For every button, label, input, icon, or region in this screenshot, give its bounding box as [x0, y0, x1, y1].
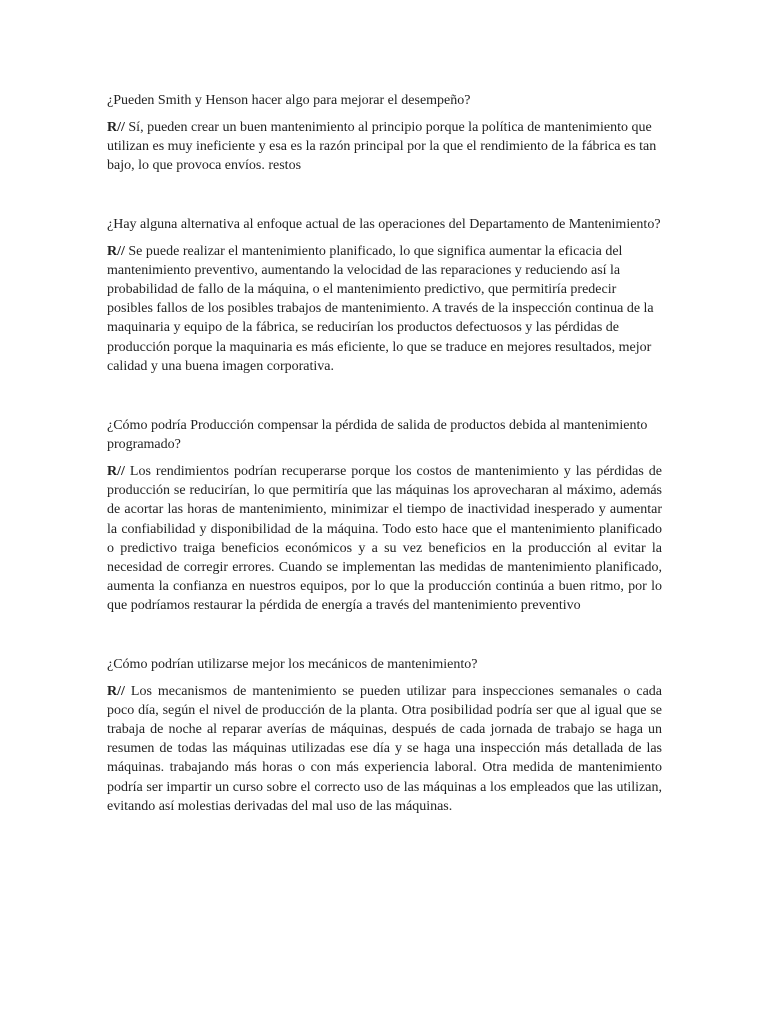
qa-block-4 — [107, 655, 662, 816]
question-3: ¿Cómo podría Producción compensar la pérdida de salida de productos debida al mantenimiento programado? — [107, 418, 648, 453]
answer-prefix: R// — [107, 120, 125, 135]
answer-text: Los mecanismos de mantenimiento se pueden utilizar para inspecciones semanales o cada poco día, según el nivel de producción de la planta. Otra posibilidad podría ser que al igual que se trabaja de noche al reparar averías de máquinas, después de cada jornada de trabajo se haga un resumen de todas las máquinas utilizadas ese día y se haga una inspección más detallada de las máquinas. trabajando más horas o con más experiencia laboral. Otra medida de mantenimiento podría ser impartir un curso sobre el correcto uso de las máquinas a los empleados que las utilizan, evitando así molestias derivadas del mal uso de las máquinas. — [107, 683, 662, 814]
answer-text: Se puede realizar el mantenimiento planificado, lo que significa aumentar la eficacia del mantenimiento preventivo, aumentando la velocidad de las reparaciones y reduciendo así la probabilidad de fallo de la máquina, o el mantenimiento predictivo, que permitiría predecir posibles fallos de los posibles trabajos de mantenimiento. A través de la inspección continua de la maquinaria y equipo de la fábrica, se reducirían los productos defectuosos y las pérdidas de producción porque la maquinaria es más eficiente, lo que se traduce en mejores resultados, mejor calidad y una buena imagen corporativa. — [107, 243, 654, 374]
answer-2 — [107, 242, 662, 376]
question-2: ¿Hay alguna alternativa al enfoque actual de las operaciones del Departamento de Mantenimiento? — [107, 216, 661, 232]
answer-prefix: R// — [107, 243, 125, 259]
qa-block-1 — [107, 91, 662, 176]
qa-block-3 — [107, 416, 662, 616]
answer-prefix: R// — [107, 683, 125, 699]
answer-4 — [107, 682, 662, 816]
answer-text: Sí, pueden crear un buen mantenimiento al principio porque la política de mantenimiento que utilizan es muy ineficiente y esa es la razón principal por la que el rendimiento de la fábrica es tan bajo, lo que provoca envíos. restos — [107, 120, 657, 174]
qa-block-2 — [107, 215, 662, 376]
answer-3 — [107, 462, 662, 616]
answer-prefix: R// — [107, 464, 125, 480]
document-page — [107, 91, 662, 855]
question-4: ¿Cómo podrían utilizarse mejor los mecánicos de mantenimiento? — [107, 656, 478, 672]
answer-text: Los rendimientos podrían recuperarse porque los costos de mantenimiento y las pérdidas de producción se reducirían, lo que permitiría que las máquinas los aprovecharan al máximo, además de acortar las horas de mantenimiento, minimizar el tiempo de inactividad inesperado y aumentar la confiabilidad y disponibilidad de la máquina. Todo esto hace que el mantenimiento planificado o predictivo traiga beneficios económicos y a su vez beneficios en la producción al evitar la necesidad de corregir errores. Cuando se implementan las medidas de mantenimiento planificado, aumenta la confianza en nuestros equipos, por lo que la producción continúa a buen ritmo, por lo que podríamos restaurar la pérdida de energía a través del mantenimiento preventivo — [107, 464, 662, 614]
question-1: ¿Pueden Smith y Henson hacer algo para mejorar el desempeño? — [107, 93, 471, 108]
answer-1 — [107, 118, 662, 176]
